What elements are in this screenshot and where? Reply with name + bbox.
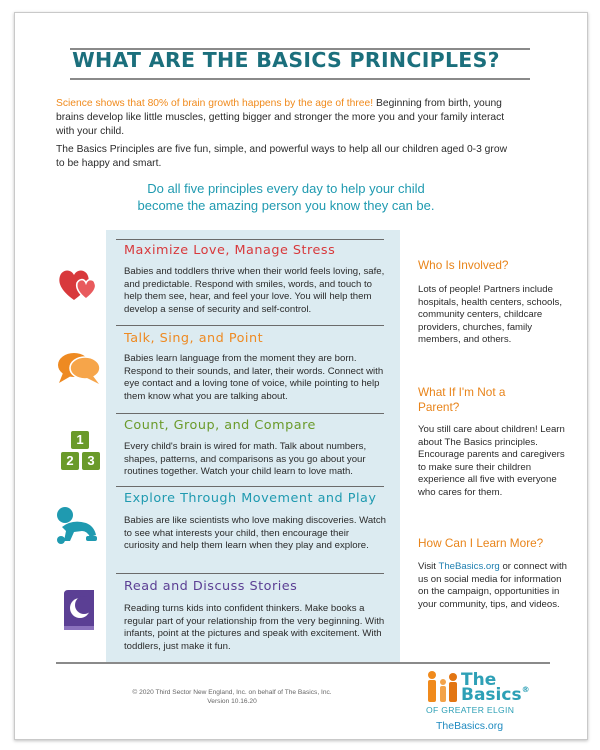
sidebar-parent-title-line-1: What If I'm Not a (418, 385, 506, 399)
learn-pre-text: Visit (418, 561, 439, 572)
logo-trademark: ® (521, 685, 530, 694)
section-divider (116, 573, 384, 574)
crawling-baby-icon (52, 505, 102, 547)
thebasics-link[interactable]: TheBasics.org (438, 561, 500, 572)
hearts-icon (56, 264, 102, 304)
tagline-line-1: Do all five principles every day to help your child (147, 181, 425, 196)
tagline (86, 180, 486, 214)
footer-rule (56, 662, 550, 664)
block-two: 2 (61, 452, 79, 470)
principle-body-love: Babies and toddlers thrive when their world feels loving, safe, and predictable. Respond with smiles, words, and touch to help them see, hear, and feel your love. You will help them develop a sense of security and self-control. (124, 266, 385, 315)
section-divider (116, 325, 384, 326)
footer-website-link[interactable]: TheBasics.org (436, 720, 504, 732)
intro-paragraph (56, 97, 518, 139)
section-divider (116, 486, 384, 487)
principle-body-explore: Babies are like scientists who love making discoveries. Watch to see what interests your child, then encourage their curiosity and help them learn when they play and explore. (124, 515, 386, 552)
family-logo-icon (424, 670, 460, 704)
sidebar-learn-body (418, 561, 568, 611)
copyright-line-1: © 2020 Third Sector New England, Inc. on behalf of The Basics, Inc. (132, 689, 332, 696)
sidebar-who-title: Who Is Involved? (418, 258, 509, 272)
principle-title-love: Maximize Love, Manage Stress (124, 243, 336, 258)
principle-title-count: Count, Group, and Compare (124, 418, 316, 433)
sidebar-parent-body: You still care about children! Learn about The Basics principles. Encourage parents and caregivers to make sure their children experience all five with everyone who cares for them. (418, 424, 565, 498)
speech-bubbles-icon (55, 348, 103, 388)
principle-title-talk: Talk, Sing, and Point (124, 331, 264, 346)
tagline-line-2: become the amazing person you know they can be. (137, 198, 435, 213)
sidebar-learn-title: How Can I Learn More? (418, 536, 544, 550)
section-divider (116, 413, 384, 414)
moon-book-icon (58, 588, 100, 632)
copyright-line-2: Version 10.16.20 (207, 698, 257, 705)
principle-title-explore: Explore Through Movement and Play (124, 491, 377, 506)
principle-body-talk: Babies learn language from the moment they are born. Respond to their sounds, and later, their words. Connect with eye contact and a loving tone of voice, while pointing to help them know what you are talking about. (124, 353, 384, 402)
block-three: 3 (82, 452, 100, 470)
logo-word-basics (461, 685, 530, 705)
sidebar-parent-title (418, 385, 505, 415)
logo-subtitle: OF GREATER ELGIN (426, 705, 515, 715)
principle-body-count: Every child's brain is wired for math. Talk about numbers, shapes, patterns, and comparisons as you go about your routines together. Watch your child learn to love math. (124, 441, 367, 478)
number-blocks-icon (61, 431, 101, 473)
intro-rest: Beginning from birth, young brains develop like little muscles, getting bigger and stronger the more you and your family interact with your child. (56, 98, 505, 137)
section-divider (116, 239, 384, 240)
principle-body-read: Reading turns kids into confident thinkers. Make books a regular part of your relationship from the very beginning. With infants, point at the pictures and speak with excitement. With toddlers, just make it fun. (124, 603, 385, 652)
intro-highlight: Science shows that 80% of brain growth happens by the age of three! (56, 98, 374, 109)
learn-post-text: or connect with us on social media for information on the campaign, opportunities in your community, tips, and videos. (418, 561, 567, 610)
principle-title-read: Read and Discuss Stories (124, 579, 298, 594)
logo-basics-text: Basics (461, 685, 522, 705)
copyright-notice (118, 688, 346, 706)
block-one: 1 (71, 431, 89, 449)
sidebar-who-body: Lots of people! Partners include hospitals, health centers, schools, community centers, childcare providers, churches, family members, and others. (418, 284, 562, 346)
sidebar-parent-title-line-2: Parent? (418, 400, 460, 414)
page-title: WHAT ARE THE BASICS PRINCIPLES? (72, 48, 500, 72)
intro-second-paragraph: The Basics Principles are five fun, simple, and powerful ways to help all our children aged 0-3 grow to be happy and smart. (56, 144, 508, 169)
logo-word-the: The (461, 670, 497, 690)
title-underline (70, 78, 530, 80)
